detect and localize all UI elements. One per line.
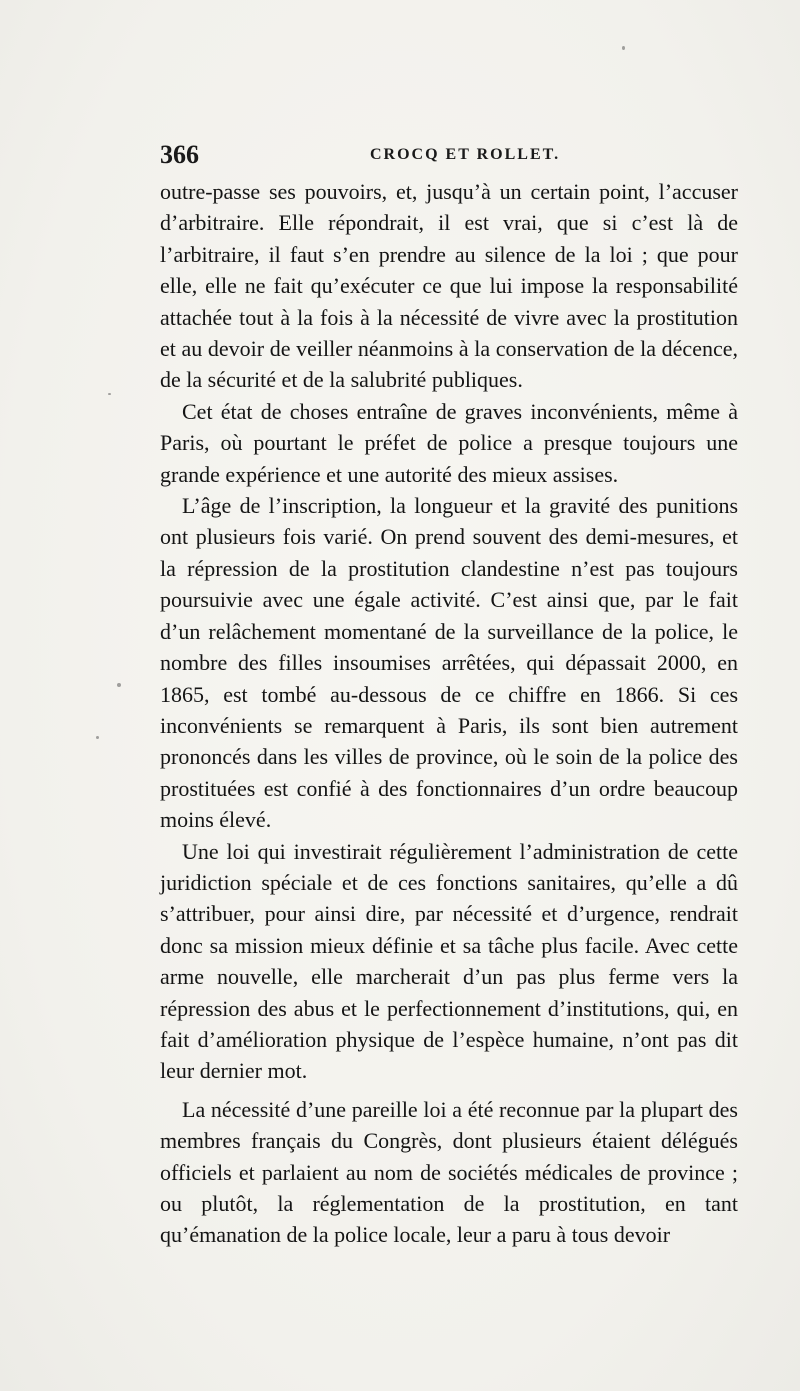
running-head: CROCQ ET ROLLET. bbox=[370, 146, 561, 163]
page-header bbox=[160, 140, 740, 180]
paper-speck bbox=[117, 683, 121, 687]
paper-speck bbox=[108, 393, 111, 395]
paragraph-4: Une loi qui investirait régulièrement l’administration de cette juridiction spéciale et de ces fonctions sanitaires, qu’elle a dû s’attribuer, pour ainsi dire, par nécessité et d’urgence, rendrait donc sa mission mieux définie et sa tâche plus facile. Avec cette arme nouvelle, elle marcherait d’un pas plus ferme vers la répression des abus et le perfectionnement d’institutions, qui, en fait d’amélioration physique de l’espèce humaine, n’ont pas dit leur dernier mot. bbox=[160, 838, 738, 1084]
paragraph-3: L’âge de l’inscription, la longueur et la gravité des punitions ont plusieurs fois varié. On prend souvent des demi-mesures, et la répression de la prostitution clandestine n’est pas toujours poursuivie avec une égale activité. C’est ainsi que, par le fait d’un relâchement momentané de la surveillance de la police, le nombre des filles insoumises arrêtées, qui dépassait 2000, en 1865, est tombé au-dessous de ce chiffre en 1866. Si ces inconvénients se remarquent à Paris, ils sont bien autrement prononcés dans les villes de province, où le soin de la police des prostituées est confié à des fonctionnaires d’un ordre beaucoup moins élevé. bbox=[160, 493, 738, 833]
paragraph-1: outre-passe ses pouvoirs, et, jusqu’à un certain point, l’accuser d’arbitraire. Elle répondrait, il est vrai, que si c’est là de l’arbitraire, il faut s’en prendre au silence de la loi ; que pour elle, elle ne fait qu’exécuter ce que lui impose la responsabilité attachée tout à la fois à la nécessité de vivre avec la prostitution et au devoir de veiller néanmoins à la conservation de la décence, de la sécurité et de la salubrité publiques. bbox=[160, 179, 738, 393]
body-text bbox=[160, 176, 738, 1251]
paper-speck bbox=[96, 736, 99, 739]
paragraph-5: La nécessité d’une pareille loi a été reconnue par la plupart des membres français du Congrès, dont plusieurs étaient délégués officiels et parlaient au nom de sociétés médicales de province ; ou plutôt, la réglementation de la prostitution, en tant qu’émanation de la police locale, leur a paru à tous devoir bbox=[160, 1096, 738, 1248]
paragraph-2: Cet état de choses entraîne de graves inconvénients, même à Paris, où pourtant le préfet de police a presque toujours une grande expérience et une autorité des mieux assises. bbox=[160, 398, 738, 487]
paper-speck bbox=[622, 46, 625, 50]
page-number: 366 bbox=[160, 140, 199, 169]
